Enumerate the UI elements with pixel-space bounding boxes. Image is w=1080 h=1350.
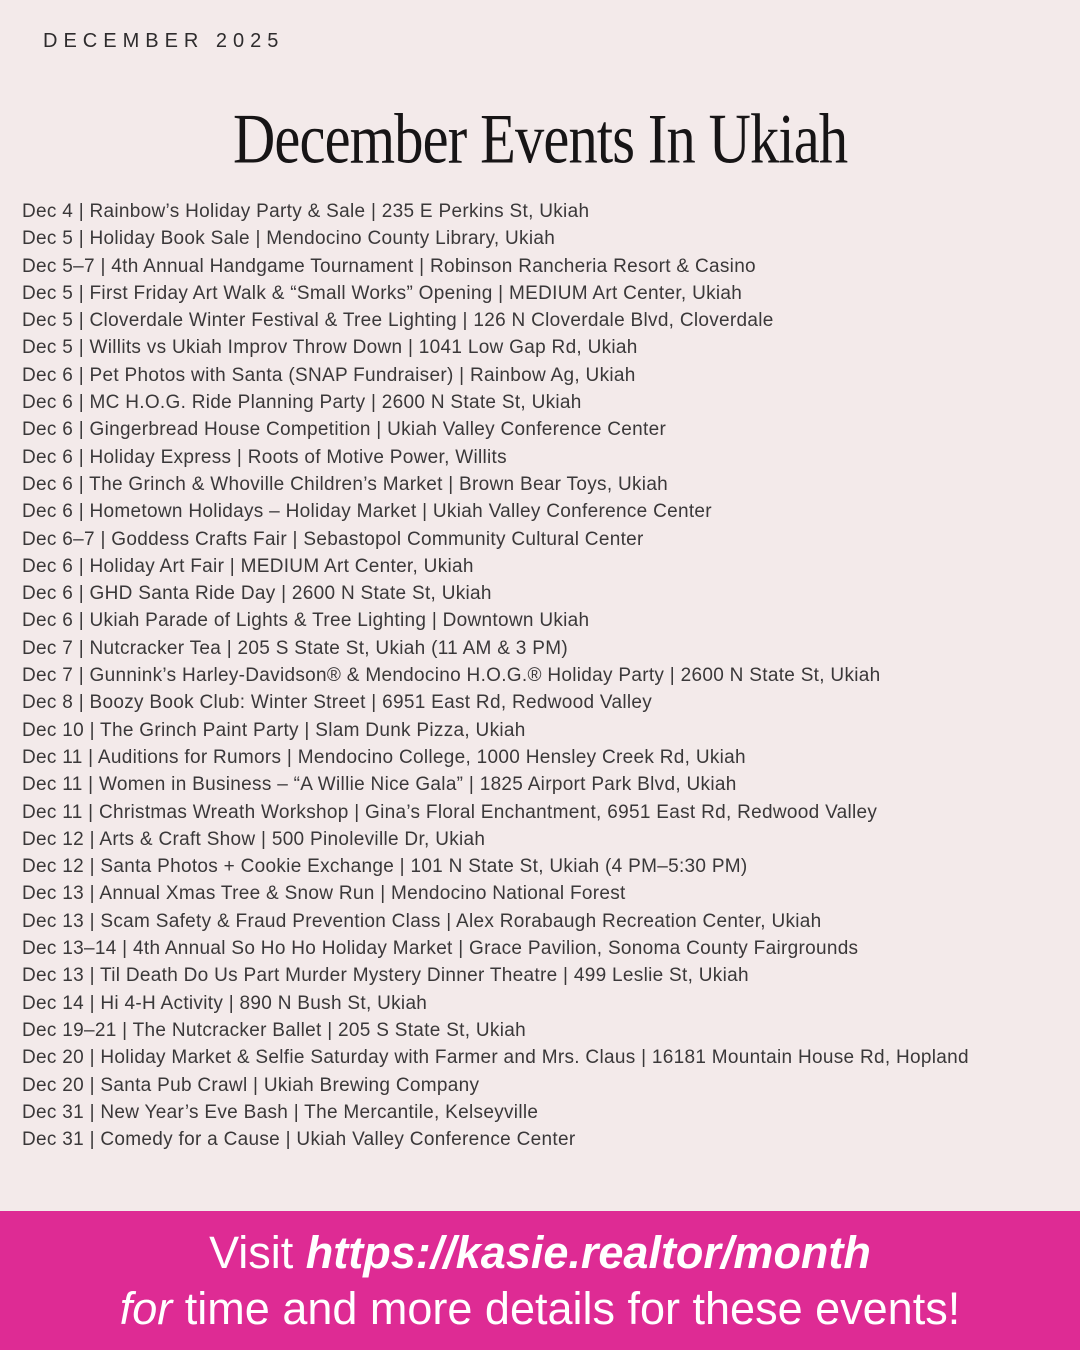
eyebrow-date: DECEMBER 2025 <box>43 30 285 52</box>
event-row: Dec 5 | Holiday Book Sale | Mendocino County Library, Ukiah <box>22 228 556 250</box>
event-row: Dec 5 | Willits vs Ukiah Improv Throw Down | 1041 Low Gap Rd, Ukiah <box>22 337 638 359</box>
event-row: Dec 31 | New Year’s Eve Bash | The Mercantile, Kelseyville <box>22 1101 539 1123</box>
title-wrap <box>0 98 1080 177</box>
event-row: Dec 6 | MC H.O.G. Ride Planning Party | 2600 N State St, Ukiah <box>22 392 582 414</box>
banner-details-text: time and more details for these events! <box>172 1282 961 1334</box>
events-list <box>22 198 1067 1153</box>
event-row: Dec 6 | GHD Santa Ride Day | 2600 N State St, Ukiah <box>22 583 492 605</box>
event-row: Dec 11 | Christmas Wreath Workshop | Gina’s Floral Enchantment, 6951 East Rd, Redwood Valley <box>22 801 878 823</box>
event-row: Dec 14 | Hi 4-H Activity | 890 N Bush St, Ukiah <box>22 992 428 1014</box>
event-row: Dec 7 | Nutcracker Tea | 205 S State St, Ukiah (11 AM & 3 PM) <box>22 637 568 659</box>
event-row: Dec 6 | Gingerbread House Competition | Ukiah Valley Conference Center <box>22 419 667 441</box>
event-row: Dec 13 | Annual Xmas Tree & Snow Run | Mendocino National Forest <box>22 883 626 905</box>
banner-line-1 <box>209 1226 871 1280</box>
event-row: Dec 4 | Rainbow’s Holiday Party & Sale | 235 E Perkins St, Ukiah <box>22 201 590 222</box>
event-row: Dec 6 | Ukiah Parade of Lights & Tree Lighting | Downtown Ukiah <box>22 610 590 632</box>
footer-banner <box>0 1211 1080 1350</box>
event-row: Dec 13–14 | 4th Annual So Ho Ho Holiday Market | Grace Pavilion, Sonoma County Fairgrounds <box>22 938 859 960</box>
event-row: Dec 31 | Comedy for a Cause | Ukiah Valley Conference Center <box>22 1129 576 1151</box>
event-row: Dec 13 | Scam Safety & Fraud Prevention Class | Alex Rorabaugh Recreation Center, Ukiah <box>22 910 822 932</box>
banner-for-word: for <box>119 1282 173 1334</box>
banner-line-2 <box>120 1282 960 1336</box>
banner-visit-label: Visit <box>209 1226 306 1278</box>
event-row: Dec 6 | Hometown Holidays – Holiday Market | Ukiah Valley Conference Center <box>22 501 712 523</box>
event-row: Dec 6 | Holiday Art Fair | MEDIUM Art Center, Ukiah <box>22 555 474 577</box>
event-row: Dec 5 | Cloverdale Winter Festival & Tree Lighting | 126 N Cloverdale Blvd, Cloverdale <box>22 310 774 332</box>
event-row: Dec 19–21 | The Nutcracker Ballet | 205 S State St, Ukiah <box>22 1019 526 1041</box>
event-row: Dec 6 | The Grinch & Whoville Children’s Market | Brown Bear Toys, Ukiah <box>22 473 669 495</box>
event-row: Dec 11 | Auditions for Rumors | Mendocino College, 1000 Hensley Creek Rd, Ukiah <box>22 746 746 768</box>
event-row: Dec 20 | Santa Pub Crawl | Ukiah Brewing Company <box>22 1074 480 1096</box>
banner-url-link[interactable]: https://kasie.realtor/month <box>305 1226 871 1278</box>
event-row: Dec 20 | Holiday Market & Selfie Saturday with Farmer and Mrs. Claus | 16181 Mountain House Rd, Hopland <box>22 1047 969 1069</box>
event-row: Dec 13 | Til Death Do Us Part Murder Mystery Dinner Theatre | 499 Leslie St, Ukiah <box>22 965 749 987</box>
event-row: Dec 12 | Arts & Craft Show | 500 Pinoleville Dr, Ukiah <box>22 828 486 850</box>
event-row: Dec 8 | Boozy Book Club: Winter Street | 6951 East Rd, Redwood Valley <box>22 692 653 714</box>
event-row: Dec 12 | Santa Photos + Cookie Exchange | 101 N State St, Ukiah (4 PM–5:30 PM) <box>22 856 748 878</box>
page-title: December Events In Ukiah <box>232 99 848 179</box>
event-row: Dec 6 | Holiday Express | Roots of Motive Power, Willits <box>22 446 507 468</box>
event-row: Dec 11 | Women in Business – “A Willie Nice Gala” | 1825 Airport Park Blvd, Ukiah <box>22 774 737 796</box>
event-row: Dec 5 | First Friday Art Walk & “Small Works” Opening | MEDIUM Art Center, Ukiah <box>22 282 743 304</box>
event-row: Dec 10 | The Grinch Paint Party | Slam Dunk Pizza, Ukiah <box>22 719 526 741</box>
event-row: Dec 7 | Gunnink’s Harley-Davidson® & Mendocino H.O.G.® Holiday Party | 2600 N State St, Ukiah <box>22 665 881 687</box>
event-row: Dec 6 | Pet Photos with Santa (SNAP Fundraiser) | Rainbow Ag, Ukiah <box>22 364 636 386</box>
event-row: Dec 5–7 | 4th Annual Handgame Tournament | Robinson Rancheria Resort & Casino <box>22 255 756 277</box>
event-row: Dec 6–7 | Goddess Crafts Fair | Sebastopol Community Cultural Center <box>22 528 644 550</box>
